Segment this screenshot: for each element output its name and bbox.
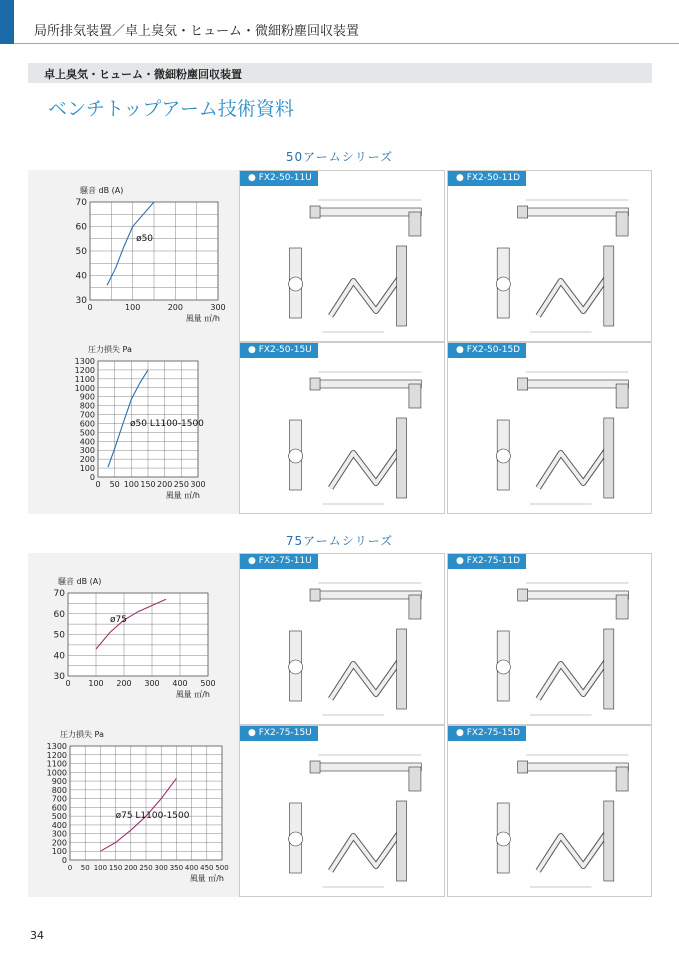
- arm-base-column: [397, 418, 407, 498]
- y-axis-label: 騒音 dB (A): [80, 186, 124, 195]
- y-tick-label: 1000: [74, 383, 95, 393]
- x-tick-label: 100: [88, 679, 104, 688]
- y-tick-label: 700: [51, 794, 67, 804]
- y-tick-label: 30: [53, 672, 65, 682]
- x-tick-label: 250: [139, 864, 153, 872]
- page-number: 34: [30, 929, 44, 942]
- arm-mount: [616, 595, 628, 619]
- y-tick-label: 0: [61, 856, 67, 865]
- arm-hood: [518, 589, 528, 601]
- y-tick-label: 40: [53, 651, 65, 662]
- arm-hood: [518, 206, 528, 218]
- y-tick-label: 60: [75, 222, 87, 233]
- arm-upper-segment: [526, 591, 629, 599]
- arm-hood: [310, 589, 320, 601]
- y-tick-label: 1300: [74, 357, 95, 366]
- y-tick-label: 40: [75, 271, 87, 282]
- header-accent-bar: [0, 0, 14, 44]
- arm-upper-segment: [526, 380, 629, 388]
- arm-hood: [518, 761, 528, 773]
- page-title: ベンチトップアーム技術資料: [48, 98, 294, 120]
- arm-joint: [289, 832, 303, 846]
- y-tick-label: 900: [79, 392, 95, 402]
- arm-upper-segment: [318, 380, 421, 388]
- arm-hood: [310, 761, 320, 773]
- pressure-chart-50: [28, 342, 239, 514]
- drawing-panel-50-11d: [447, 170, 652, 342]
- series50-title: 50アームシリーズ: [285, 150, 394, 164]
- y-tick-label: 500: [51, 812, 67, 822]
- arm-drawing: [448, 186, 653, 343]
- drawing-panel-50-15d: [447, 342, 652, 514]
- arm-hood: [310, 206, 320, 218]
- x-tick-label: 200: [167, 303, 183, 312]
- arm-joint: [289, 449, 303, 463]
- arm-mount: [409, 384, 421, 408]
- y-tick-label: 1200: [74, 365, 95, 375]
- arm-upper-segment: [318, 208, 421, 216]
- x-axis-label: 風量 ㎥/h: [185, 314, 220, 323]
- y-tick-label: 50: [53, 630, 65, 641]
- panel-tag: ● FX2-75-15D: [448, 726, 526, 741]
- x-tick-label: 200: [124, 864, 138, 872]
- panel-tag: ● FX2-50-15D: [448, 343, 526, 358]
- x-tick-label: 300: [210, 303, 226, 312]
- series75-title: 75アームシリーズ: [285, 534, 394, 548]
- arm-upper-segment: [318, 591, 421, 599]
- y-tick-label: 100: [79, 464, 95, 474]
- panel-tag: ● FX2-75-11D: [448, 554, 526, 569]
- arm-base-column: [604, 629, 614, 709]
- y-tick-label: 1100: [74, 374, 95, 384]
- subheader-label: 卓上臭気・ヒューム・微細粉塵回収装置: [44, 68, 242, 81]
- series-label: ø50 L1100-1500: [130, 418, 204, 429]
- y-tick-label: 300: [51, 829, 67, 839]
- arm-drawing: [240, 741, 446, 898]
- arm-upper-segment: [526, 208, 629, 216]
- arm-base-column: [604, 418, 614, 498]
- noise-chart-75: [28, 553, 239, 725]
- y-tick-label: 700: [79, 410, 95, 420]
- panel-tag: ● FX2-50-11D: [448, 171, 526, 186]
- x-tick-label: 50: [80, 864, 90, 872]
- arm-drawing: [448, 569, 653, 726]
- top-header: [0, 0, 679, 44]
- arm-hood: [310, 378, 320, 390]
- x-tick-label: 250: [173, 480, 189, 489]
- chart-box-noise-75: [28, 553, 239, 725]
- x-tick-label: 300: [144, 679, 160, 688]
- drawing-panel-50-15u: [239, 342, 445, 514]
- y-tick-label: 200: [51, 838, 67, 848]
- arm-upper-segment: [318, 763, 421, 771]
- arm-drawing: [448, 741, 653, 898]
- y-tick-label: 900: [51, 777, 67, 787]
- arm-mount: [409, 595, 421, 619]
- y-tick-label: 70: [53, 589, 65, 599]
- drawing-panel-75-11d: [447, 553, 652, 725]
- x-axis-label: 風量 ㎥/h: [189, 874, 224, 883]
- arm-drawing: [240, 186, 446, 343]
- x-tick-label: 300: [190, 480, 206, 489]
- arm-joint: [496, 277, 510, 291]
- y-tick-label: 200: [79, 455, 95, 465]
- x-tick-label: 450: [200, 864, 214, 872]
- drawing-panel-75-11u: [239, 553, 445, 725]
- x-tick-label: 400: [184, 864, 199, 872]
- x-tick-label: 100: [123, 480, 139, 489]
- x-tick-label: 0: [65, 679, 71, 688]
- x-tick-label: 200: [157, 480, 173, 489]
- panel-tag: ● FX2-50-15U: [240, 343, 318, 358]
- y-tick-label: 100: [51, 847, 67, 857]
- y-tick-label: 0: [89, 473, 95, 482]
- y-tick-label: 1200: [46, 750, 67, 760]
- y-tick-label: 50: [75, 247, 87, 257]
- arm-joint: [496, 832, 510, 846]
- y-tick-label: 30: [75, 296, 87, 306]
- y-tick-label: 400: [51, 820, 67, 830]
- arm-joint: [496, 660, 510, 674]
- x-axis-label: 風量 ㎥/h: [175, 690, 210, 699]
- series-label: ø50: [136, 234, 154, 245]
- y-tick-label: 800: [51, 785, 67, 795]
- chart-box-noise-50: [28, 170, 239, 342]
- arm-joint: [496, 449, 510, 463]
- arm-hood: [518, 378, 528, 390]
- arm-mount: [616, 767, 628, 791]
- y-tick-label: 70: [75, 198, 87, 208]
- x-tick-label: 100: [93, 864, 108, 872]
- arm-base-column: [397, 246, 407, 326]
- arm-drawing: [240, 569, 446, 726]
- panel-tag: ● FX2-75-15U: [240, 726, 318, 741]
- arm-joint: [289, 660, 303, 674]
- y-axis-label: 圧力損失 Pa: [88, 345, 132, 354]
- x-tick-label: 0: [95, 480, 101, 489]
- arm-base-column: [397, 801, 407, 881]
- arm-upper-segment: [526, 763, 629, 771]
- panel-tag: ● FX2-50-11U: [240, 171, 318, 186]
- drawing-panel-75-15d: [447, 725, 652, 897]
- y-tick-label: 300: [79, 446, 95, 456]
- x-tick-label: 0: [67, 864, 73, 872]
- x-tick-label: 500: [200, 679, 216, 688]
- y-axis-label: 騒音 dB (A): [58, 577, 102, 586]
- arm-mount: [616, 212, 628, 236]
- header-divider: [14, 43, 679, 44]
- x-tick-label: 300: [154, 864, 168, 872]
- arm-drawing: [240, 358, 446, 515]
- arm-base-column: [604, 246, 614, 326]
- pressure-chart-75: [28, 725, 239, 897]
- y-tick-label: 800: [79, 401, 95, 411]
- y-tick-label: 600: [79, 419, 95, 429]
- arm-mount: [616, 384, 628, 408]
- y-tick-label: 600: [51, 803, 67, 813]
- section-subheader: [28, 63, 652, 83]
- arm-mount: [409, 212, 421, 236]
- chart-box-pressure-50: [28, 342, 239, 514]
- y-tick-label: 60: [53, 609, 65, 620]
- x-tick-label: 500: [215, 864, 229, 872]
- x-tick-label: 200: [116, 679, 132, 688]
- y-tick-label: 1000: [46, 768, 67, 778]
- drawing-panel-50-11u: [239, 170, 445, 342]
- series-label: ø75: [110, 615, 127, 626]
- x-tick-label: 50: [109, 480, 120, 489]
- arm-mount: [409, 767, 421, 791]
- drawing-panel-75-15u: [239, 725, 445, 897]
- x-tick-label: 100: [125, 303, 141, 312]
- series-label: ø75 L1100-1500: [115, 810, 190, 821]
- panel-tag: ● FX2-75-11U: [240, 554, 318, 569]
- noise-chart-50: [28, 170, 239, 342]
- x-tick-label: 400: [172, 679, 188, 688]
- x-axis-label: 風量 ㎥/h: [165, 491, 200, 500]
- y-tick-label: 1300: [46, 742, 67, 751]
- x-tick-label: 0: [87, 303, 93, 312]
- x-tick-label: 350: [169, 864, 184, 872]
- breadcrumb: 局所排気装置／卓上臭気・ヒューム・微細粉塵回収装置: [34, 24, 360, 39]
- y-tick-label: 400: [79, 437, 95, 447]
- y-axis-label: 圧力損失 Pa: [60, 730, 104, 739]
- y-tick-label: 1100: [46, 759, 67, 769]
- arm-drawing: [448, 358, 653, 515]
- y-tick-label: 500: [79, 428, 95, 438]
- x-tick-label: 150: [108, 864, 123, 872]
- chart-box-pressure-75: [28, 725, 239, 897]
- arm-base-column: [604, 801, 614, 881]
- arm-base-column: [397, 629, 407, 709]
- x-tick-label: 150: [140, 480, 156, 489]
- arm-joint: [289, 277, 303, 291]
